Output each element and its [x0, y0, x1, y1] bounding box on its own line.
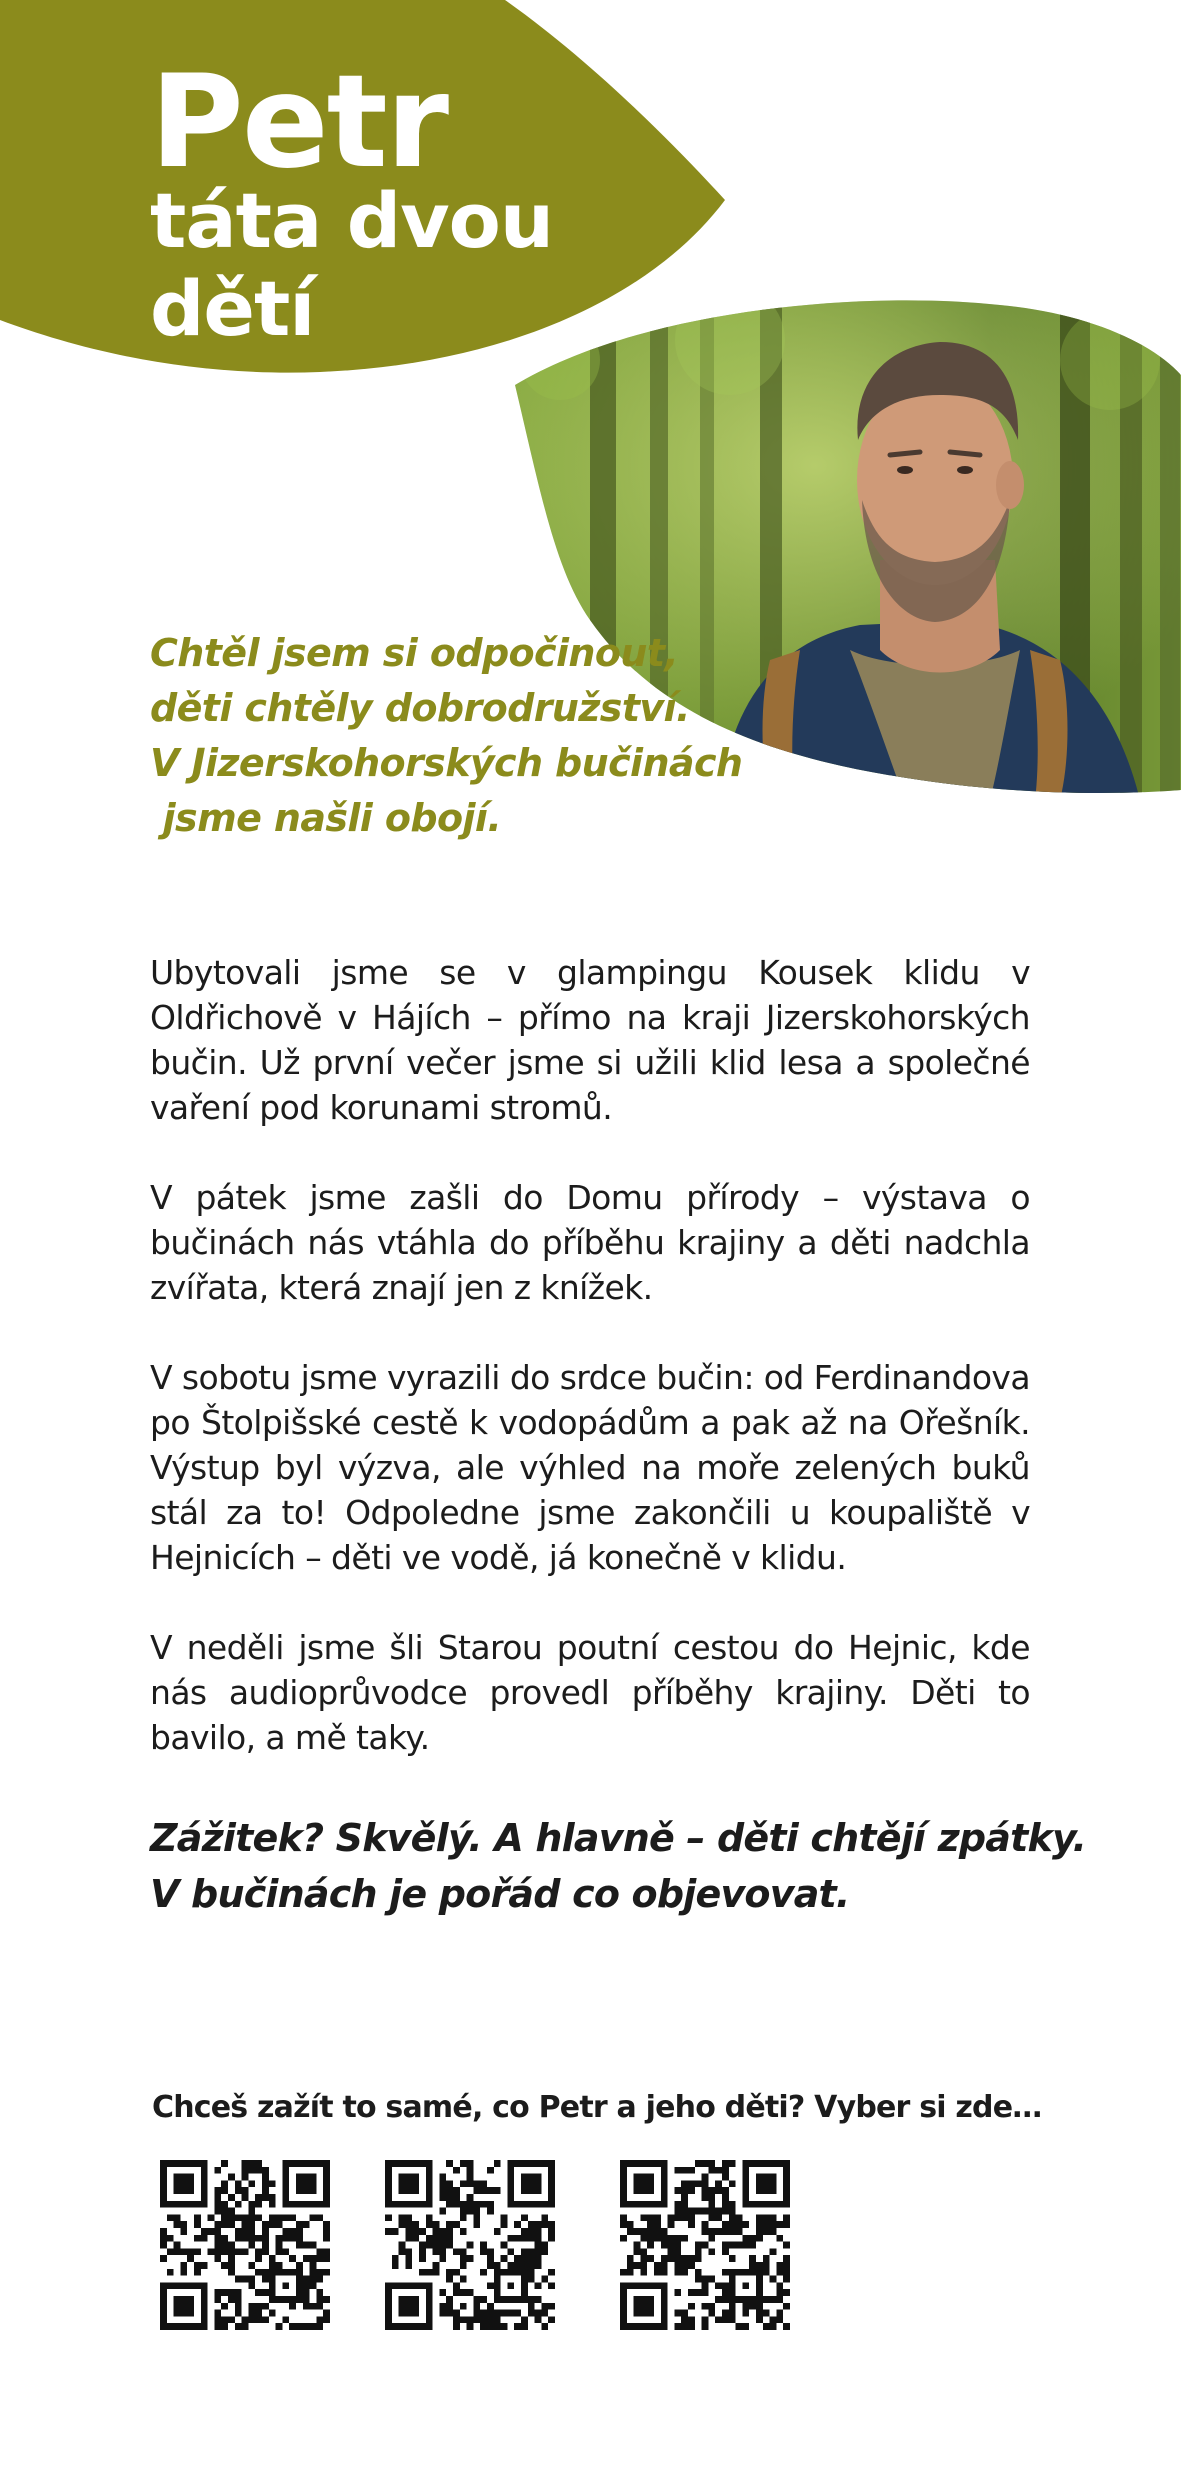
paragraph-arrival: Ubytovali jsme se v glampingu Kousek klidu v Oldřichově v Hájích – přímo na kraji Jizerskohorských bučin. Už první večer jsme si užili klid lesa a společné vaření pod korunami stromů. [150, 953, 1030, 1127]
closing-line: Zážitek? Skvělý. A hlavně – děti chtějí zpátky. [150, 1816, 1087, 1860]
closing-statement [150, 1810, 1087, 1922]
subtitle-line-2: dětí [150, 264, 315, 353]
paragraph-saturday: V sobotu jsme vyrazili do srdce bučin: od Ferdinandova po Štolpišské cestě k vodopádům a pak až na Ořešník. Výstup byl výzva, ale výhled na moře zelených buků stál za to! Odpoledne jsme zakončili u koupaliště v Hejnicích – děti ve vodě, já konečně v klidu. [150, 1358, 1030, 1577]
paragraph-sunday: V neděli jsme šli Starou poutní cestou do Hejnic, kde nás audioprůvodce provedl příběhy krajiny. Děti to bavilo, a mě taky. [150, 1628, 1030, 1757]
paragraph-friday: V pátek jsme zašli do Domu přírody – výstava o bučinách nás vtáhla do příběhu krajiny a děti nadchla zvířata, která znají jen z knížek. [150, 1178, 1030, 1307]
qr-code-icon[interactable] [385, 2160, 555, 2330]
page-title: Petr [150, 48, 447, 197]
cta-text: Chceš zažít to samé, co Petr a jeho děti? Vyber si zde… [152, 2090, 1042, 2125]
story-body [150, 950, 1030, 1805]
quote-line: Chtěl jsem si odpočinout, [150, 631, 679, 675]
quote-line: děti chtěly dobrodružství. [150, 686, 690, 730]
quote-line: jsme našli obojí. [150, 796, 502, 840]
qr-code-icon[interactable] [620, 2160, 790, 2330]
closing-line: V bučinách je pořád co objevovat. [150, 1872, 850, 1916]
quote-line: V Jizerskohorských bučinách [150, 741, 743, 785]
subtitle-line-1: táta dvou [150, 176, 553, 265]
qr-code-icon[interactable] [160, 2160, 330, 2330]
intro-quote [150, 626, 770, 846]
